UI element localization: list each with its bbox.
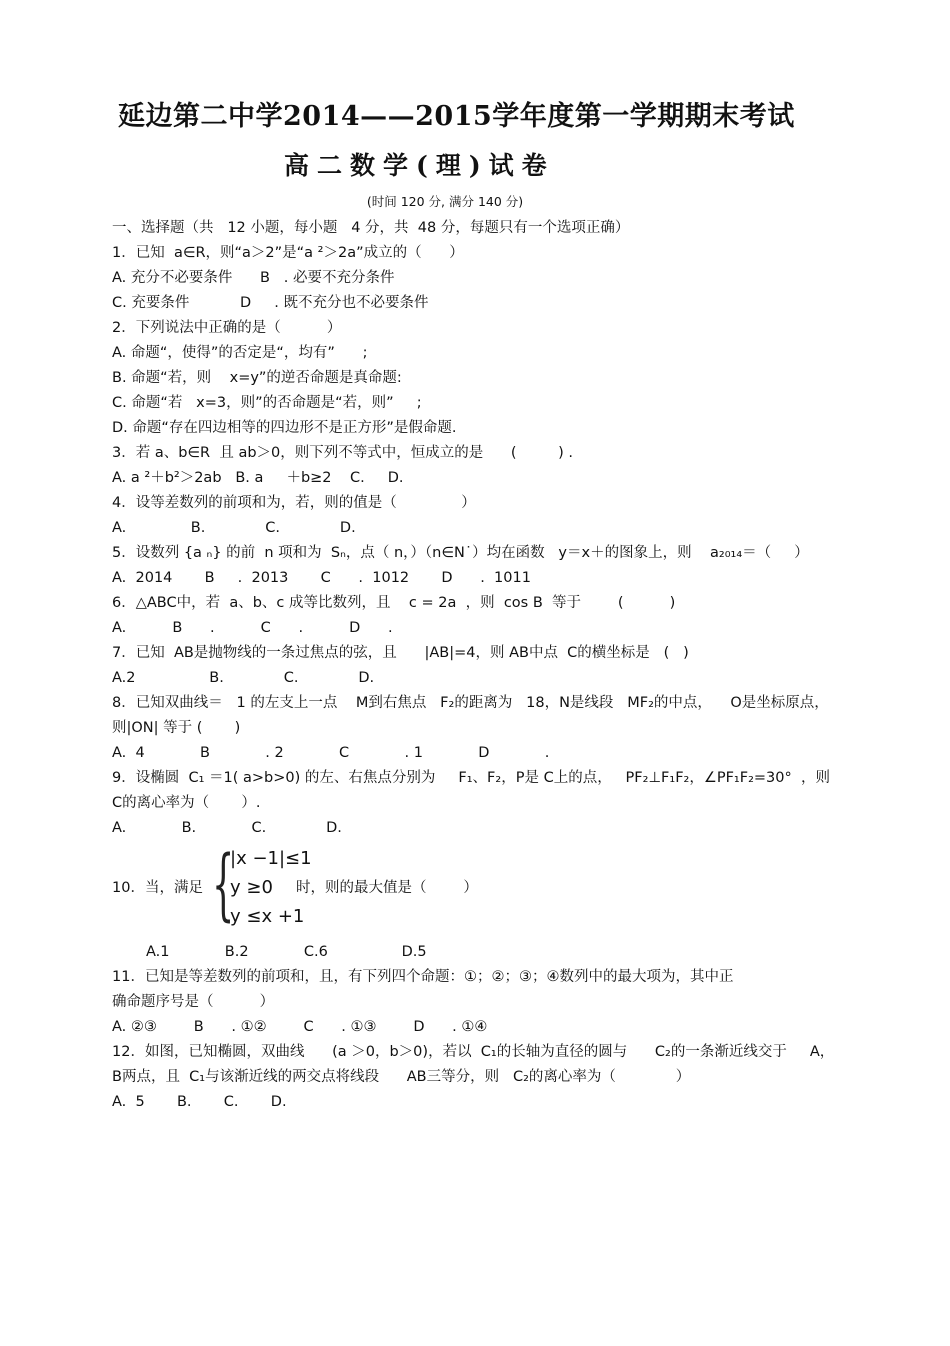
question-10 [112, 842, 612, 938]
text-line: 7．已知 AB是抛物线的一条过焦点的弦，且 |AB|=4，则 AB中点 C的横坐标是 ( ) [112, 645, 689, 661]
text-line: 2．下列说法中正确的是（ ） [112, 320, 342, 336]
exam-info [0, 192, 950, 210]
text-line: 3．若 a、b∈R 且 ab＞0，则下列不等式中，恒成立的是 ( ) . [112, 445, 573, 461]
question-block-1-9 [112, 216, 842, 841]
text-line: 则|ON| 等于 ( ) [112, 720, 241, 736]
text-line: A. 4 B . 2 C . 1 D . [112, 745, 550, 761]
text-line: 11．已知是等差数列的前项和，且，有下列四个命题：①；②；③；④数列中的最大项为，其中正 [112, 969, 734, 985]
text-line: 一、选择题（共 12 小题，每小题 4 分，共 48 分，每题只有一个选项正确） [112, 220, 630, 236]
text-line: A. B. C. D. [112, 820, 342, 836]
text-line: 确命题序号是（ ） [112, 994, 275, 1010]
question-block-10-12 [112, 940, 842, 1115]
text-line: C. 充要条件 D . 既不充分也不必要条件 [112, 295, 429, 311]
text-line: A. ②③ B . ①② C . ①③ D . ①④ [112, 1019, 488, 1035]
text-line: A. 5 B. C. D. [112, 1094, 287, 1110]
text-line: D. 命题“存在四边相等的四边形不是正方形”是假命题. [112, 420, 457, 436]
q10-condition-2: y ≥0 [230, 877, 273, 898]
q10-condition-1: |x −1|≤1 [230, 848, 312, 869]
text-line: A.2 B. C. D. [112, 670, 375, 686]
text-line: B. 命题“若，则 x=y”的逆否命题是真命题: [112, 370, 402, 386]
text-line: A. 命题“，使得”的否定是“，均有” ; [112, 345, 368, 361]
q10-tail: 时，则的最大值是（ ） [296, 880, 478, 896]
text-line: A. a ²＋b²＞2ab B. a ＋b≥2 C. D. [112, 470, 404, 486]
q10-condition-3: y ≤x +1 [230, 906, 305, 927]
text-line: A. 2014 B . 2013 C . 1012 D . 1011 [112, 570, 531, 586]
text-line: A.1 B.2 C.6 D.5 [146, 944, 427, 960]
text-line: A. 充分不必要条件 B . 必要不充分条件 [112, 270, 395, 286]
exam-time-score: (时间 120 分, 满分 140 分) [366, 194, 524, 209]
text-line: C. 命题“若 x=3，则”的否命题是“若，则” ; [112, 395, 422, 411]
text-line: B两点，且 C₁与该渐近线的两交点将线段 AB三等分，则 C₂的离心率为（ ） [112, 1069, 691, 1085]
q10-brace: { [212, 840, 235, 930]
text-line: 1．已知 a∈R，则“a＞2”是“a ²＞2a”成立的（ ） [112, 245, 464, 261]
text-line: 5．设数列 {a ₙ} 的前 n 项和为 Sₙ，点（ n，）（n∈N˙）均在函数 y＝x＋的图象上，则 a₂₀₁₄＝（ ） [112, 545, 809, 561]
exam-title: 延边第二中学2014——2015学年度第一学期期末考试 [118, 101, 795, 132]
text-line: 6．△ABC中，若 a、b、c 成等比数列，且 c = 2a ，则 cos B 等于 ( ) [112, 595, 676, 611]
text-line: C的离心率为（ ）. [112, 795, 261, 811]
text-line: 8．已知双曲线＝ 1 的左支上一点 M到右焦点 F₂的距离为 18，N是线段 MF₂的中点， O是坐标原点， [112, 695, 829, 711]
text-line: 12．如图，已知椭圆，双曲线 (a ＞0，b＞0)，若以 C₁的长轴为直径的圆与 C₂的一条渐近线交于 A， [112, 1044, 835, 1060]
text-line: 4．设等差数列的前项和为，若，则的值是（ ） [112, 495, 476, 511]
q10-label: 10．当，满足 [112, 880, 203, 896]
text-line: A. B . C . D . [112, 620, 393, 636]
exam-subtitle: 高二数学(理)试卷 [284, 151, 555, 180]
text-line: A. B. C. D. [112, 520, 356, 536]
text-line: 9．设椭圆 C₁ ＝1( a>b>0) 的左、右焦点分别为 F₁、F₂，P是 C上的点， PF₂⊥F₁F₂，∠PF₁F₂=30° ，则 [112, 770, 830, 786]
